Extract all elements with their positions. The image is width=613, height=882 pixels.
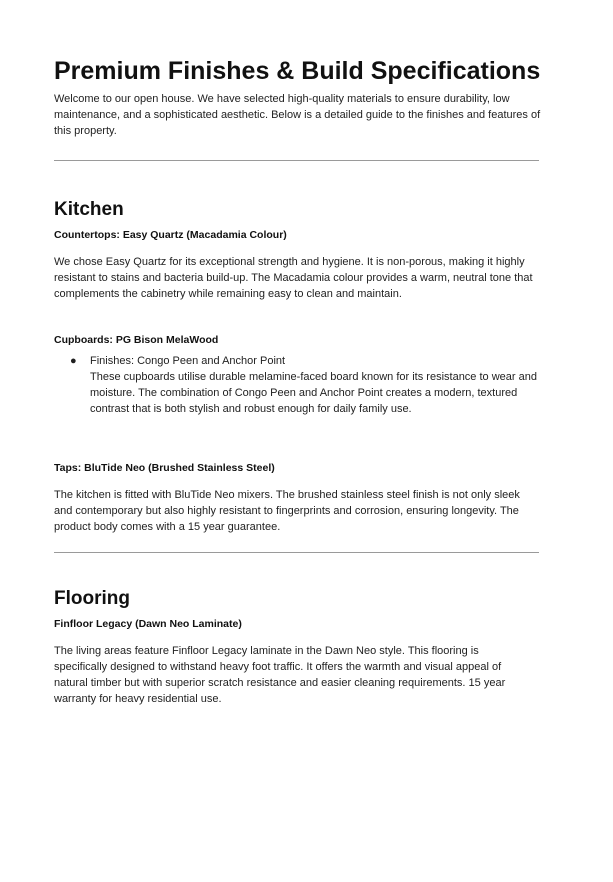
flooring-heading: Flooring (54, 588, 130, 609)
intro-paragraph: Welcome to our open house. We have selected high-quality materials to ensure durability, low maintenance, and a sophisticated aesthetic. Below is a detailed guide to the finishes and features of this property. (54, 93, 541, 137)
section-divider (54, 160, 539, 161)
flooring-subheading: Finfloor Legacy (Dawn Neo Laminate) (54, 618, 242, 630)
cupboards-bullet (70, 353, 555, 417)
bullet-title: Finishes: Congo Peen and Anchor Point (90, 355, 286, 367)
page-title: Premium Finishes & Build Specifications (54, 57, 541, 85)
taps-heading: Taps: BluTide Neo (Brushed Stainless Steel) (54, 462, 275, 474)
bullet-paragraph: These cupboards utilise durable melamine-faced board known for its resistance to wear and moisture. The combination of Congo Peen and Anchor Point creates a modern, textured contrast that is both stylish and robust enough for daily family use. (90, 371, 537, 415)
flooring-paragraph: The living areas feature Finfloor Legacy laminate in the Dawn Neo style. This flooring is specifically designed to withstand heavy foot traffic. It offers the warmth and visual appeal of natural timber but with superior scratch resistance and easier cleaning requirements. 15 year warranty for heavy residential use. (54, 645, 506, 705)
bullet-marker: ● (70, 355, 77, 367)
countertops-heading: Countertops: Easy Quartz (Macadamia Colour) (54, 229, 287, 241)
taps-paragraph: The kitchen is fitted with BluTide Neo mixers. The brushed stainless steel finish is not only sleek and contemporary but also highly resistant to fingerprints and corrosion, ensuring longevity. The product body comes with a 15 year guarantee. (54, 489, 520, 533)
kitchen-heading: Kitchen (54, 199, 124, 220)
cupboards-heading: Cupboards: PG Bison MelaWood (54, 334, 219, 346)
bullet-content (90, 353, 550, 417)
countertops-paragraph: We chose Easy Quartz for its exceptional strength and hygiene. It is non-porous, making it highly resistant to stains and bacteria build-up. The Macadamia colour provides a warm, neutral tone that complements the cabinetry while remaining easy to clean and maintain. (54, 256, 533, 300)
section-divider (54, 552, 539, 553)
